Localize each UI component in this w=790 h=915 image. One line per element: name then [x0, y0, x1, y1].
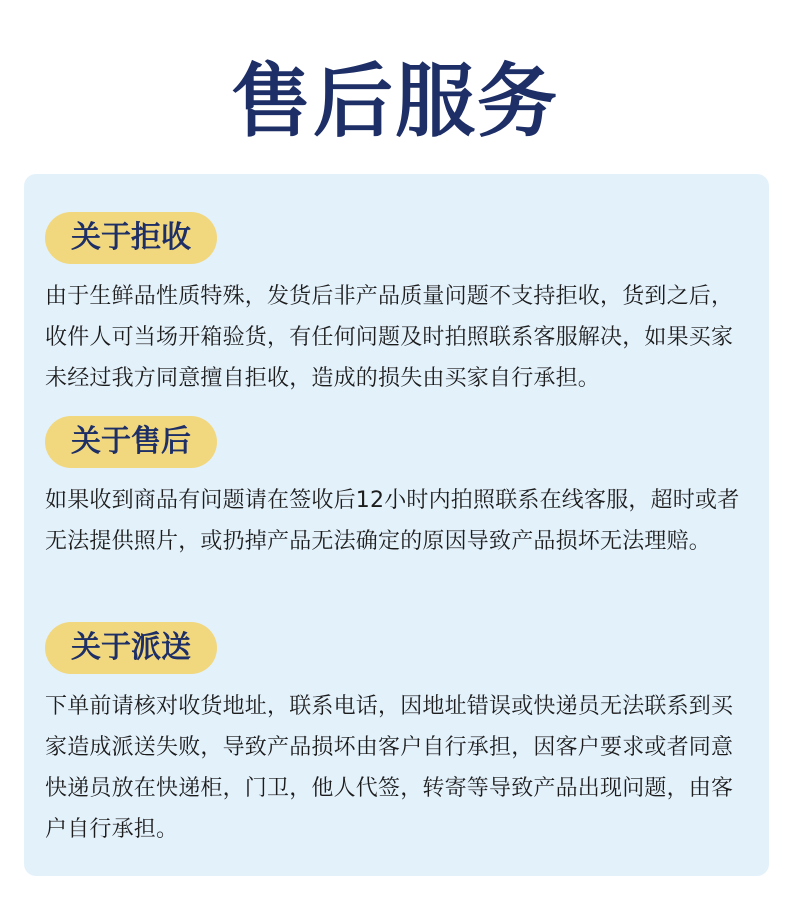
section-after-sales	[45, 416, 755, 562]
section-heading-rejection: 关于拒收	[45, 212, 217, 264]
page-title: 售后服务	[231, 55, 559, 148]
section-text-after-sales: 如果收到商品有问题请在签收后12小时内拍照联系在线客服，超时或者无法提供照片，或扔掉产品无法确定的原因导致产品损坏无法理赔。	[45, 488, 740, 554]
section-heading-after-sales: 关于售后	[45, 416, 217, 468]
section-delivery	[45, 622, 755, 850]
section-rejection	[45, 212, 755, 399]
section-text-rejection: 由于生鲜品性质特殊，发货后非产品质量问题不支持拒收，货到之后，收件人可当场开箱验货，有任何问题及时拍照联系客服解决，如果买家未经过我方同意擅自拒收，造成的损失由买家自行承担。	[45, 284, 734, 391]
section-text-delivery: 下单前请核对收货地址，联系电话，因地址错误或快递员无法联系到买家造成派送失败，导致产品损坏由客户自行承担，因客户要求或者同意快递员放在快递柜，门卫，他人代签，转寄等导致产品出现问题，由客户自行承担。	[45, 694, 734, 842]
section-heading-delivery: 关于派送	[45, 622, 217, 674]
